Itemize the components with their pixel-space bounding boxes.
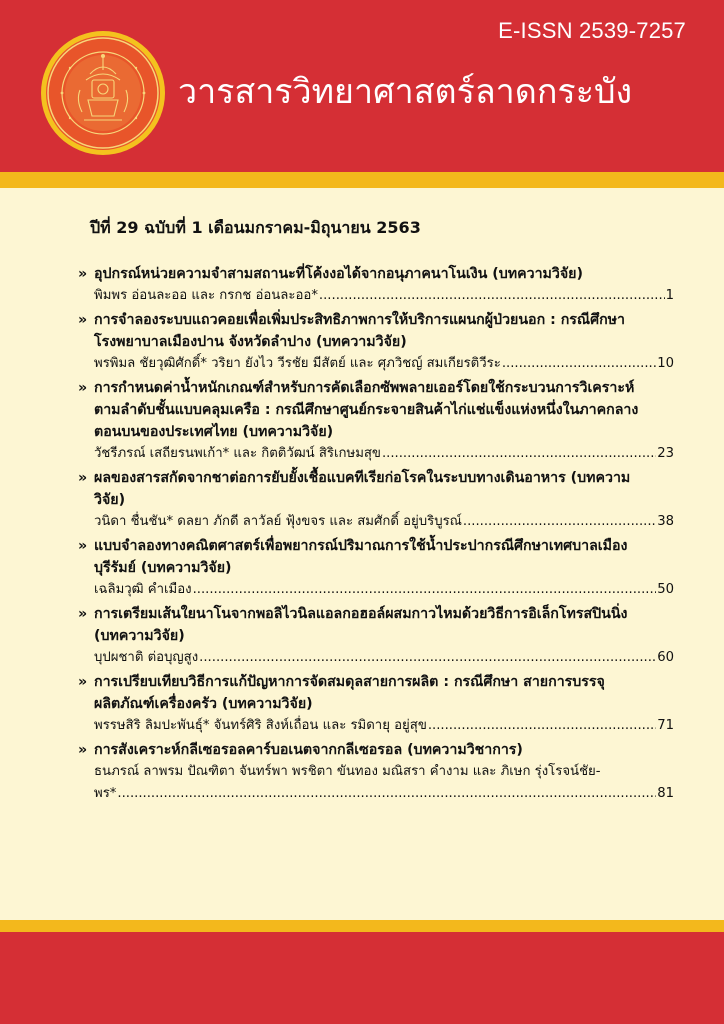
toc-entry-title-text: อุปกรณ์หน่วยความจำสามสถานะที่โค้งงอได้จากอนุภาคนาโนเงิน (บทความวิจัย)	[94, 266, 583, 282]
dot-leader	[502, 353, 656, 375]
toc-entry-title-text: แบบจำลองทางคณิตศาสตร์เพื่อพยากรณ์ปริมาณการใช้น้ำประปากรณีศึกษาเทศบาลเมือง	[94, 538, 628, 554]
toc-entry-title-text: การกำหนดค่าน้ำหนักเกณฑ์สำหรับการคัดเลือกซัพพลายเออร์โดยใช้กระบวนการวิเคราะห์	[94, 380, 635, 396]
toc-entry-title-text: การจำลองระบบแถวคอยเพื่อเพิ่มประสิทธิภาพการให้บริการแผนกผู้ป่วยนอก : กรณีศึกษา	[94, 312, 625, 328]
toc-entry-title-line	[74, 625, 674, 647]
dot-leader	[428, 715, 656, 737]
toc-entry-authors-text: วัชรีภรณ์ เสถียรนพเก้า* และ กิตติวัฒน์ สิริเกษมสุข	[94, 446, 381, 461]
university-seal-icon	[40, 30, 166, 156]
toc-entry-title-line	[74, 535, 674, 557]
toc-entry-authors-text: วนิดา ชื่นชัน* ดลยา ภักดี ลาวัลย์ ฟุ้งขจร และ สมศักดิ์ อยู่บริบูรณ์	[94, 514, 462, 529]
toc-entry-title-line	[74, 263, 674, 285]
dot-leader	[319, 285, 665, 307]
toc-entry[interactable]	[74, 377, 674, 465]
toc-entry-title-text: ตอนบนของประเทศไทย (บทความวิจัย)	[94, 424, 334, 440]
toc-entry-authors	[74, 647, 674, 669]
toc-entry-page-number: 60	[657, 650, 674, 665]
cover-footer-band	[0, 932, 724, 1024]
toc-entry[interactable]	[74, 739, 674, 805]
journal-title: วารสารวิทยาศาสตร์ลาดกระบัง	[178, 72, 633, 112]
toc-entry-page-number: 71	[657, 718, 674, 733]
toc-entry-authors	[74, 511, 674, 533]
toc-entry-title-text: ผลิตภัณฑ์เครื่องครัว (บทความวิจัย)	[94, 696, 313, 712]
toc-entry-authors-text: พร*	[94, 786, 117, 801]
toc-entry-title-text: การสังเคราะห์กลีเซอรอลคาร์บอเนตจากกลีเซอรอล (บทความวิชาการ)	[94, 742, 523, 758]
toc-entry-page-number: 81	[657, 786, 674, 801]
toc-entry-title-line	[74, 421, 674, 443]
toc-entry[interactable]	[74, 263, 674, 307]
toc-entry-title-line	[74, 557, 674, 579]
table-of-contents	[74, 263, 674, 807]
toc-entry[interactable]	[74, 467, 674, 533]
toc-entry-title-line	[74, 399, 674, 421]
toc-entry-title-line	[74, 693, 674, 715]
bullet-chevron-icon: »	[78, 312, 88, 328]
toc-entry-authors	[74, 443, 674, 465]
dot-leader	[199, 647, 656, 669]
gold-stripe-bottom	[0, 920, 724, 932]
toc-entry-authors	[74, 783, 674, 805]
toc-entry-title-line	[74, 309, 674, 331]
toc-entry-authors	[74, 579, 674, 601]
toc-entry-authors	[74, 353, 674, 375]
toc-entry-title-text: โรงพยาบาลเมืองปาน จังหวัดลำปาง (บทความวิจัย)	[94, 334, 407, 350]
toc-entry-page-number: 23	[657, 446, 674, 461]
toc-entry-title-text: ตามลำดับชั้นแบบคลุมเครือ : กรณีศึกษาศูนย์กระจายสินค้าไก่แช่แข็งแห่งหนึ่งในภาคกลาง	[94, 402, 639, 418]
toc-entry[interactable]	[74, 535, 674, 601]
bullet-chevron-icon: »	[78, 538, 88, 554]
toc-entry-title-text: บุรีรัมย์ (บทความวิจัย)	[94, 560, 232, 576]
toc-entry-authors-text: พรรษสิริ ลิมปะพันธุ์* จันทร์ศิริ สิงห์เถื่อน และ รมิดายุ อยู่สุข	[94, 718, 427, 733]
toc-entry-page-number: 50	[657, 582, 674, 597]
toc-entry-title-text: (บทความวิจัย)	[94, 628, 185, 644]
toc-entry-page-number: 1	[665, 288, 674, 303]
bullet-chevron-icon: »	[78, 606, 88, 622]
issue-heading: ปีที่ 29 ฉบับที่ 1 เดือนมกราคม-มิถุนายน 2563	[90, 218, 421, 237]
gold-stripe-top	[0, 172, 724, 188]
bullet-chevron-icon: »	[78, 742, 88, 758]
toc-entry-title-line	[74, 671, 674, 693]
toc-entry-title-line	[74, 377, 674, 399]
toc-entry-authors-text: พรพิมล ชัยวุฒิศักดิ์* วริยา ยังไว วีรชัย มีสัตย์ และ ศุภวิชญ์ สมเกียรติวีระ	[94, 356, 501, 371]
toc-entry-title-line	[74, 489, 674, 511]
toc-entry-title-text: วิจัย)	[94, 492, 126, 508]
toc-entry-authors-text: เฉลิมวุฒิ คำเมือง	[94, 582, 192, 597]
toc-entry-page-number: 10	[657, 356, 674, 371]
toc-entry[interactable]	[74, 671, 674, 737]
bullet-chevron-icon: »	[78, 674, 88, 690]
dot-leader	[117, 783, 656, 805]
dot-leader	[382, 443, 656, 465]
toc-entry-title-line	[74, 331, 674, 353]
toc-entry-title-text: การเตรียมเส้นใยนาโนจากพอลิไวนิลแอลกอฮอล์ผสมกาวไหมด้วยวิธีการอิเล็กโทรสปินนิ่ง	[94, 606, 628, 622]
toc-entry-title-line	[74, 467, 674, 489]
toc-entry[interactable]	[74, 309, 674, 375]
toc-entry-title-text: ผลของสารสกัดจากชาต่อการยับยั้งเชื้อแบคทีเรียก่อโรคในระบบทางเดินอาหาร (บทความ	[94, 470, 631, 486]
dot-leader	[193, 579, 657, 601]
toc-entry-authors	[74, 715, 674, 737]
toc-entry-title-line	[74, 739, 674, 761]
issn-label: E-ISSN 2539-7257	[498, 18, 686, 43]
toc-entry-authors-text: บุปผชาติ ต่อบุญสูง	[94, 650, 199, 665]
dot-leader	[463, 511, 656, 533]
toc-entry-authors-text: พิมพร อ่อนละออ และ กรกช อ่อนละออ*	[94, 288, 318, 303]
toc-entry-title-line	[74, 603, 674, 625]
toc-entry-authors-line: ธนภรณ์ ลาพรม ปัณฑิตา จันทร์พา พรชิตา ขันทอง มณิสรา คำงาม และ ภิเษก รุ่งโรจน์ชัย-	[94, 764, 601, 779]
bullet-chevron-icon: »	[78, 380, 88, 396]
toc-entry-authors	[74, 285, 674, 307]
toc-entry-page-number: 38	[657, 514, 674, 529]
toc-entry[interactable]	[74, 603, 674, 669]
bullet-chevron-icon: »	[78, 470, 88, 486]
toc-entry-title-text: การเปรียบเทียบวิธีการแก้ปัญหาการจัดสมดุลสายการผลิต : กรณีศึกษา สายการบรรจุ	[94, 674, 605, 690]
bullet-chevron-icon: »	[78, 266, 88, 282]
